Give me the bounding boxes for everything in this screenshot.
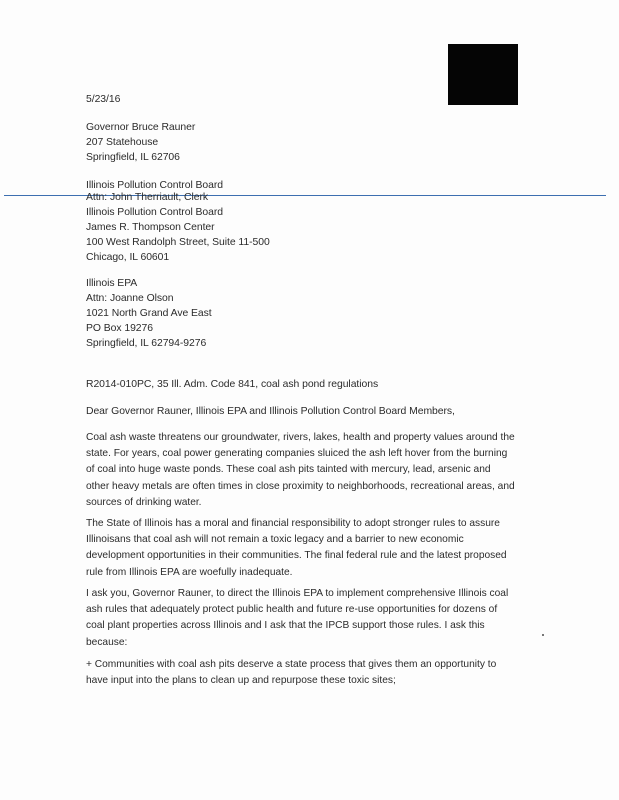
paragraph-line: + Communities with coal ash pits deserve a state process that gives them an opportunity to — [86, 659, 497, 670]
body-paragraph-3 — [86, 586, 538, 651]
epa-attn: Attn: Joanne Olson — [86, 293, 174, 304]
body-paragraph-4 — [86, 657, 538, 689]
paragraph-line: development opportunities in their communities. The final federal rule and the latest proposed — [86, 550, 507, 562]
epa-city: Springfield, IL 62794-9276 — [86, 338, 207, 349]
board-building: James R. Thompson Center — [86, 222, 215, 233]
board-attn: Attn: John Therriault, Clerk — [86, 192, 208, 203]
subject-line: R2014-010PC, 35 Ill. Adm. Code 841, coal ash pond regulations — [86, 379, 379, 390]
governor-name: Governor Bruce Rauner — [86, 122, 196, 133]
paragraph-line: The State of Illinois has a moral and financial responsibility to adopt stronger rules to assure — [86, 518, 500, 529]
body-paragraph-2 — [86, 516, 538, 581]
board-name-repeat: Illinois Pollution Control Board — [86, 207, 224, 218]
epa-name: Illinois EPA — [86, 278, 138, 289]
paragraph-line: other heavy metals are often times in close proximity to neighborhoods, recreational areas, and — [86, 480, 515, 492]
letter-date: 5/23/16 — [86, 94, 121, 105]
board-name: Illinois Pollution Control Board — [86, 180, 224, 191]
governor-city-line: Springfield, IL 62706 — [86, 152, 180, 163]
paragraph-line: because: — [86, 636, 128, 648]
paragraph-line: ash rules that adequately protect public health and future re-use opportunities for dozens of — [86, 604, 498, 616]
paragraph-line: coal plant properties across Illinois and I ask that the IPCB support those rules. I ask this — [86, 620, 485, 632]
epa-po-box: PO Box 19276 — [86, 323, 153, 334]
board-city: Chicago, IL 60601 — [86, 252, 170, 263]
board-street: 100 West Randolph Street, Suite 11-500 — [86, 237, 270, 248]
paragraph-line: Coal ash waste threatens our groundwater, rivers, lakes, health and property values around the — [86, 432, 515, 443]
salutation: Dear Governor Rauner, Illinois EPA and Illinois Pollution Control Board Members, — [86, 406, 455, 417]
paragraph-line: have input into the plans to clean up and repurpose these toxic sites; — [86, 675, 396, 687]
paragraph-line: rule from Illinois EPA are woefully inadequate. — [86, 566, 293, 578]
redaction-block — [448, 44, 518, 105]
paragraph-line: I ask you, Governor Rauner, to direct the Illinois EPA to implement comprehensive Illinois coal — [86, 588, 509, 599]
paragraph-line: of coal into huge waste ponds. These coal ash pits tainted with mercury, lead, arsenic and — [86, 464, 491, 476]
paragraph-line: sources of drinking water. — [86, 496, 202, 508]
scan-speck — [542, 634, 544, 636]
paragraph-line: Illinoisans that coal ash will not remain a toxic legacy and a barrier to new economic — [86, 534, 464, 546]
body-paragraph-1 — [86, 430, 538, 511]
governor-address-line: 207 Statehouse — [86, 137, 159, 148]
epa-street: 1021 North Grand Ave East — [86, 308, 212, 319]
paragraph-line: state. For years, coal power generating companies sluiced the ash left hover from the burning — [86, 448, 508, 460]
